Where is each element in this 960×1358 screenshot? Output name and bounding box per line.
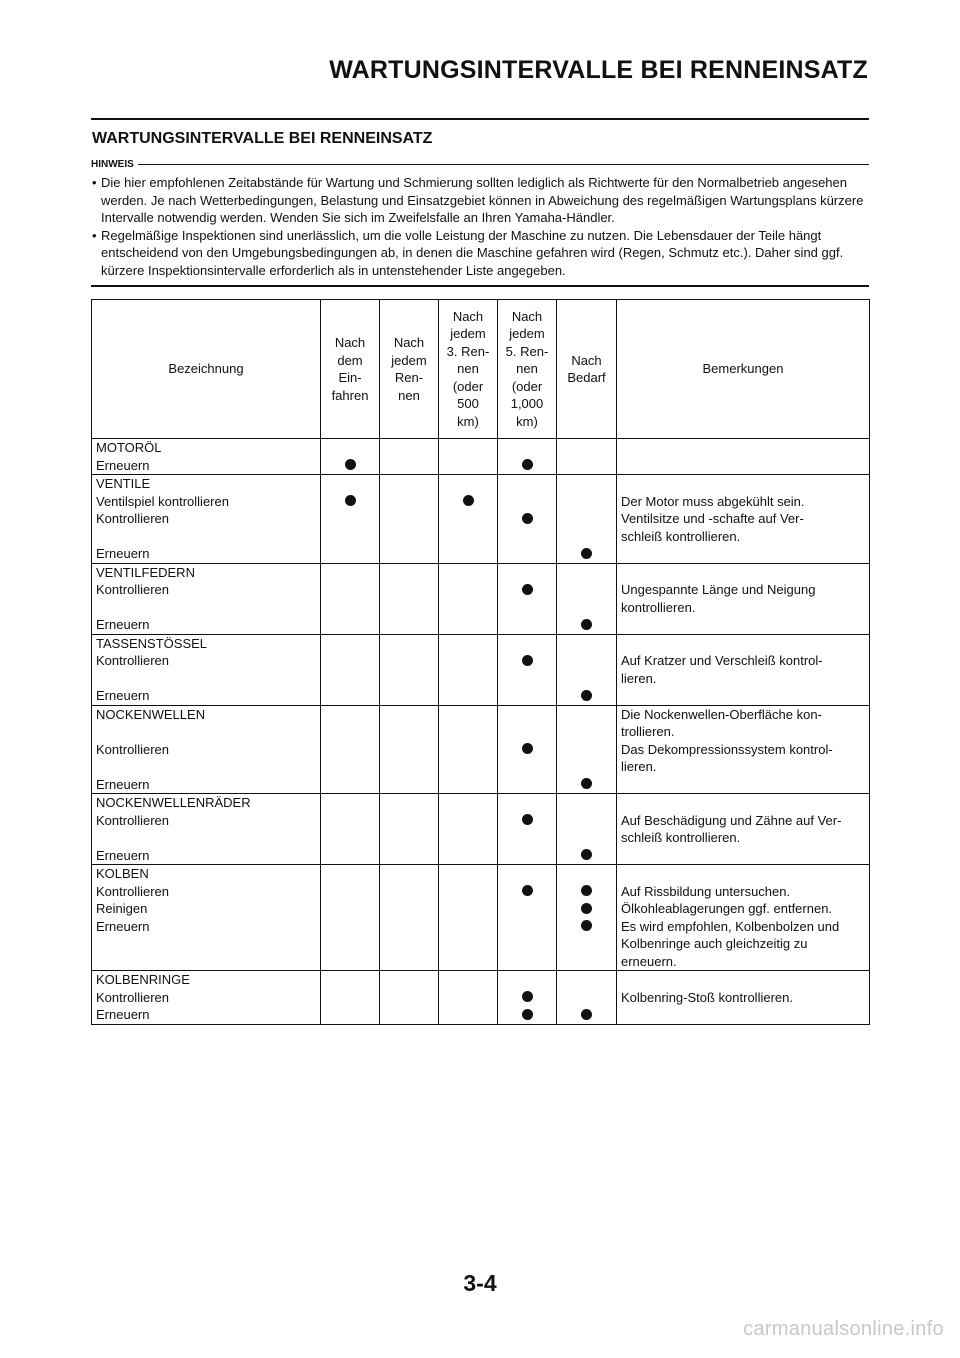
interval-cell (498, 741, 557, 776)
interval-cell (439, 581, 498, 616)
interval-cell (498, 1006, 557, 1024)
interval-cell (439, 741, 498, 776)
note-item-text: Die hier empfohlenen Zeitabstände für Wartung und Schmierung sollten lediglich als Richtwerte für den Normalbetrieb angesehen werden. Je nach Wetterbedingungen, Belastung und Einsatzgebiet können in Abweichung des regelmäßigen Wartungsplans kürzere Intervalle notwendig werden. Wenden Sie sich im Zweifelsfalle an Ihren Yamaha-Händler. (101, 175, 864, 225)
interval-cell (439, 900, 498, 918)
interval-cell (321, 581, 380, 616)
remark-cell (617, 545, 870, 563)
table-header-row (92, 300, 870, 439)
table-row (92, 493, 870, 511)
remark-cell (617, 475, 870, 493)
item-label: Erneuern (92, 918, 321, 971)
filled-circle-icon (522, 655, 533, 666)
group-label: MOTORÖL (92, 439, 321, 457)
interval-cell (498, 794, 557, 812)
table-group-row (92, 475, 870, 493)
interval-cell (498, 652, 557, 687)
item-label: Kontrollieren (92, 652, 321, 687)
interval-cell (439, 812, 498, 847)
interval-cell (557, 918, 617, 971)
interval-cell (498, 971, 557, 989)
column-header-jedem-rennen: Nach jedem Ren- nen (380, 300, 439, 439)
interval-cell (439, 439, 498, 457)
interval-cell (380, 918, 439, 971)
table-row (92, 900, 870, 918)
interval-cell (557, 812, 617, 847)
interval-cell (321, 918, 380, 971)
interval-cell (380, 989, 439, 1007)
interval-cell (439, 563, 498, 581)
table-row (92, 741, 870, 776)
remark-cell: Ölkohleablagerungen ggf. entfernen. (617, 900, 870, 918)
interval-cell (321, 741, 380, 776)
filled-circle-icon (581, 690, 592, 701)
interval-cell (557, 900, 617, 918)
note-box (91, 158, 869, 287)
remark-cell (617, 865, 870, 883)
remark-cell: Auf Rissbildung untersuchen. (617, 883, 870, 901)
filled-circle-icon (581, 548, 592, 559)
table-row (92, 989, 870, 1007)
filled-circle-icon (581, 903, 592, 914)
group-label: KOLBENRINGE (92, 971, 321, 989)
interval-cell (380, 687, 439, 705)
table-group-row (92, 971, 870, 989)
table-row (92, 616, 870, 634)
filled-circle-icon (581, 920, 592, 931)
interval-cell (380, 510, 439, 545)
remark-cell (617, 971, 870, 989)
column-header-3-rennen: Nach jedem 3. Ren- nen (oder 500 km) (439, 300, 498, 439)
table-group-row (92, 705, 870, 741)
interval-cell (439, 457, 498, 475)
table-row (92, 776, 870, 794)
interval-cell (498, 634, 557, 652)
remark-cell: Auf Kratzer und Verschleiß kontrol- lieren. (617, 652, 870, 687)
interval-cell (380, 900, 439, 918)
interval-cell (439, 652, 498, 687)
interval-cell (321, 563, 380, 581)
column-header-nach-bedarf: Nach Bedarf (557, 300, 617, 439)
table-row (92, 918, 870, 971)
interval-cell (380, 616, 439, 634)
interval-cell (557, 883, 617, 901)
interval-cell (380, 776, 439, 794)
interval-cell (380, 457, 439, 475)
remark-cell (617, 794, 870, 812)
group-label: NOCKENWELLENRÄDER (92, 794, 321, 812)
item-label: Kontrollieren (92, 510, 321, 545)
filled-circle-icon (581, 849, 592, 860)
remark-cell (617, 563, 870, 581)
interval-cell (498, 900, 557, 918)
table-row (92, 652, 870, 687)
table-row (92, 687, 870, 705)
interval-cell (557, 741, 617, 776)
interval-cell (557, 652, 617, 687)
interval-cell (380, 883, 439, 901)
interval-cell (380, 493, 439, 511)
interval-cell (557, 457, 617, 475)
interval-cell (557, 493, 617, 511)
interval-cell (439, 687, 498, 705)
footer-watermark: carmanualsonline.info (743, 1318, 944, 1340)
filled-circle-icon (522, 513, 533, 524)
filled-circle-icon (345, 459, 356, 470)
interval-cell (498, 918, 557, 971)
remark-cell (617, 457, 870, 475)
interval-cell (380, 634, 439, 652)
interval-cell (498, 457, 557, 475)
filled-circle-icon (522, 1009, 533, 1020)
interval-cell (557, 989, 617, 1007)
interval-cell (498, 687, 557, 705)
interval-cell (557, 634, 617, 652)
note-item-text: Regelmäßige Inspektionen sind unerlässlich, um die volle Leistung der Maschine zu nutzen. Die Lebensdauer der Teile hängt entscheidend von den Umgebungsbedingungen ab, in denen die Maschine gefahren wird (Regen, Schmutz etc.). Daher sind ggf. kürzere Inspektionsintervalle erforderlich als in untenstehender Liste angegeben. (101, 227, 844, 278)
item-label: Erneuern (92, 776, 321, 794)
table-row (92, 581, 870, 616)
interval-cell (321, 865, 380, 883)
interval-cell (498, 616, 557, 634)
note-list (91, 174, 869, 279)
note-item (91, 227, 869, 280)
table-group-row (92, 865, 870, 883)
remark-cell: Das Dekompressionssystem kontrol- lieren. (617, 741, 870, 776)
interval-cell (557, 563, 617, 581)
interval-cell (321, 652, 380, 687)
table-row (92, 812, 870, 847)
remark-cell: Der Motor muss abgekühlt sein. (617, 493, 870, 511)
interval-cell (557, 794, 617, 812)
filled-circle-icon (522, 743, 533, 754)
maintenance-table (91, 299, 870, 1025)
item-label: Erneuern (92, 687, 321, 705)
remark-cell (617, 847, 870, 865)
filled-circle-icon (463, 495, 474, 506)
interval-cell (498, 493, 557, 511)
remark-cell (617, 776, 870, 794)
note-label-row (91, 158, 869, 170)
item-label: Erneuern (92, 847, 321, 865)
interval-cell (439, 989, 498, 1007)
interval-cell (380, 439, 439, 457)
interval-cell (498, 510, 557, 545)
interval-cell (380, 971, 439, 989)
interval-cell (557, 847, 617, 865)
item-label: Kontrollieren (92, 581, 321, 616)
interval-cell (557, 616, 617, 634)
interval-cell (498, 563, 557, 581)
interval-cell (498, 705, 557, 741)
page-number: 3-4 (463, 1270, 497, 1296)
filled-circle-icon (581, 1009, 592, 1020)
group-label: VENTILFEDERN (92, 563, 321, 581)
interval-cell (380, 812, 439, 847)
filled-circle-icon (522, 584, 533, 595)
column-header-5-rennen: Nach jedem 5. Ren- nen (oder 1,000 km) (498, 300, 557, 439)
interval-cell (557, 439, 617, 457)
table-row (92, 847, 870, 865)
filled-circle-icon (345, 495, 356, 506)
interval-cell (439, 883, 498, 901)
group-label: NOCKENWELLEN (92, 705, 321, 741)
interval-cell (321, 493, 380, 511)
interval-cell (439, 510, 498, 545)
interval-cell (498, 847, 557, 865)
filled-circle-icon (522, 991, 533, 1002)
interval-cell (380, 865, 439, 883)
table-row (92, 1006, 870, 1024)
interval-cell (557, 581, 617, 616)
interval-cell (380, 1006, 439, 1024)
interval-cell (439, 918, 498, 971)
interval-cell (321, 687, 380, 705)
interval-cell (439, 1006, 498, 1024)
interval-cell (557, 776, 617, 794)
item-label: Kontrollieren (92, 989, 321, 1007)
interval-cell (321, 439, 380, 457)
interval-cell (321, 971, 380, 989)
group-label: VENTILE (92, 475, 321, 493)
interval-cell (557, 687, 617, 705)
table-group-row (92, 439, 870, 457)
table-group-row (92, 634, 870, 652)
note-divider (138, 164, 869, 165)
remark-cell: Kolbenring-Stoß kontrollieren. (617, 989, 870, 1007)
remark-cell (617, 439, 870, 457)
interval-cell (439, 794, 498, 812)
item-label: Erneuern (92, 616, 321, 634)
remark-cell (617, 1006, 870, 1024)
remark-cell: Es wird empfohlen, Kolbenbolzen und Kolbenringe auch gleichzeitig zu erneuern. (617, 918, 870, 971)
interval-cell (557, 510, 617, 545)
item-label: Erneuern (92, 1006, 321, 1024)
filled-circle-icon (522, 885, 533, 896)
interval-cell (321, 545, 380, 563)
group-label: TASSENSTÖSSEL (92, 634, 321, 652)
interval-cell (498, 883, 557, 901)
item-label: Erneuern (92, 545, 321, 563)
remark-cell: Die Nockenwellen-Oberfläche kon- trollieren. (617, 705, 870, 741)
interval-cell (380, 475, 439, 493)
interval-cell (321, 510, 380, 545)
remark-cell: Ventilsitze und -schafte auf Ver- schleiß kontrollieren. (617, 510, 870, 545)
bullet-icon: • (92, 227, 97, 243)
interval-cell (557, 545, 617, 563)
remark-cell (617, 616, 870, 634)
interval-cell (439, 545, 498, 563)
interval-cell (321, 475, 380, 493)
interval-cell (321, 847, 380, 865)
interval-cell (498, 439, 557, 457)
interval-cell (321, 794, 380, 812)
interval-cell (380, 563, 439, 581)
interval-cell (498, 545, 557, 563)
table-body (92, 439, 870, 1025)
interval-cell (380, 581, 439, 616)
interval-cell (380, 545, 439, 563)
remark-cell (617, 634, 870, 652)
item-label: Ventilspiel kontrollieren (92, 493, 321, 511)
remark-cell (617, 687, 870, 705)
item-label: Kontrollieren (92, 741, 321, 776)
item-label: Erneuern (92, 457, 321, 475)
column-header-nach-einfahren: Nach dem Ein- fahren (321, 300, 380, 439)
filled-circle-icon (522, 814, 533, 825)
interval-cell (439, 475, 498, 493)
interval-cell (557, 1006, 617, 1024)
interval-cell (380, 741, 439, 776)
interval-cell (321, 634, 380, 652)
interval-cell (321, 989, 380, 1007)
interval-cell (321, 812, 380, 847)
table-row (92, 545, 870, 563)
interval-cell (498, 475, 557, 493)
interval-cell (439, 634, 498, 652)
interval-cell (321, 616, 380, 634)
interval-cell (439, 971, 498, 989)
note-item (91, 174, 869, 227)
interval-cell (321, 900, 380, 918)
item-label: Reinigen (92, 900, 321, 918)
table-row (92, 457, 870, 475)
interval-cell (439, 705, 498, 741)
remark-cell: Auf Beschädigung und Zähne auf Ver- schleiß kontrollieren. (617, 812, 870, 847)
table-row (92, 883, 870, 901)
bullet-icon: • (92, 175, 97, 190)
header-rule (91, 118, 869, 120)
interval-cell (380, 794, 439, 812)
interval-cell (557, 865, 617, 883)
filled-circle-icon (581, 619, 592, 630)
interval-cell (321, 457, 380, 475)
interval-cell (557, 475, 617, 493)
interval-cell (321, 1006, 380, 1024)
table-group-row (92, 794, 870, 812)
table-row (92, 510, 870, 545)
interval-cell (321, 705, 380, 741)
interval-cell (498, 776, 557, 794)
filled-circle-icon (581, 778, 592, 789)
interval-cell (557, 705, 617, 741)
note-label: HINWEIS (91, 158, 134, 170)
column-header-bezeichnung: Bezeichnung (92, 300, 321, 439)
interval-cell (439, 865, 498, 883)
interval-cell (498, 989, 557, 1007)
note-end-rule (91, 285, 869, 287)
interval-cell (557, 971, 617, 989)
item-label: Kontrollieren (92, 883, 321, 901)
interval-cell (321, 883, 380, 901)
interval-cell (321, 776, 380, 794)
interval-cell (380, 847, 439, 865)
interval-cell (498, 812, 557, 847)
remark-cell: Ungespannte Länge und Neigung kontrollieren. (617, 581, 870, 616)
interval-cell (439, 776, 498, 794)
filled-circle-icon (522, 459, 533, 470)
item-label: Kontrollieren (92, 812, 321, 847)
interval-cell (498, 581, 557, 616)
interval-cell (380, 705, 439, 741)
filled-circle-icon (581, 885, 592, 896)
interval-cell (380, 652, 439, 687)
interval-cell (439, 847, 498, 865)
table-group-row (92, 563, 870, 581)
page-header-title: WARTUNGSINTERVALLE BEI RENNEINSATZ (329, 56, 868, 84)
column-header-bemerkungen: Bemerkungen (617, 300, 870, 439)
section-title: WARTUNGSINTERVALLE BEI RENNEINSATZ (92, 130, 433, 147)
group-label: KOLBEN (92, 865, 321, 883)
interval-cell (439, 493, 498, 511)
interval-cell (439, 616, 498, 634)
interval-cell (498, 865, 557, 883)
